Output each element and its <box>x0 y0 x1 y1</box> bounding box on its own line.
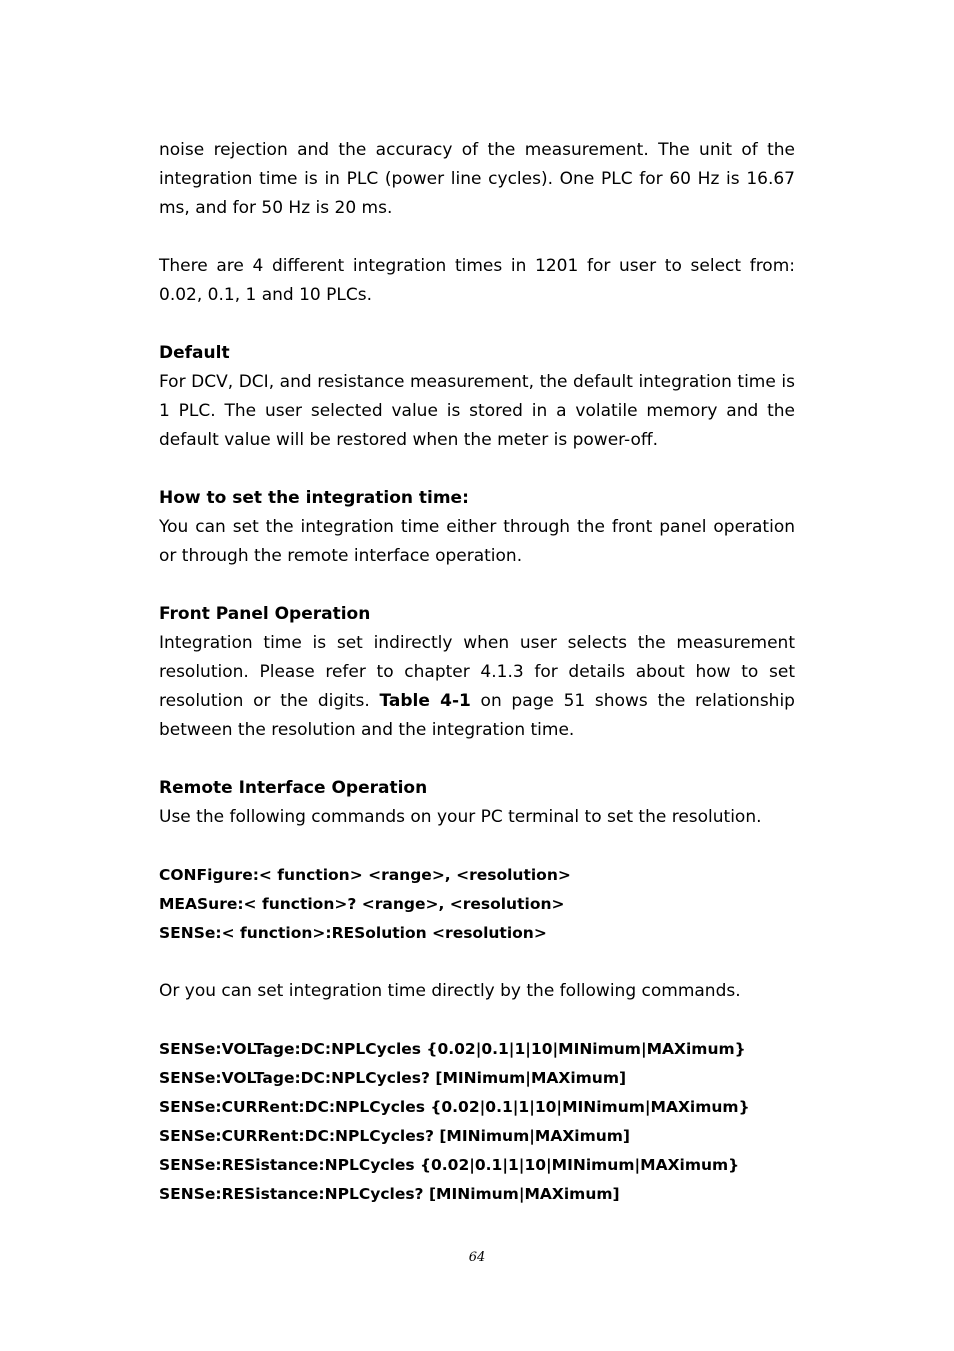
front-panel-text-1: Integration time is set indirectly when user selects the measurement resolution. Please refer to chapter 4.1.3 for details about how to set resolution or the digits. <box>159 633 795 711</box>
default-paragraph: For DCV, DCI, and resistance measurement, the default integration time is 1 PLC. The user selected value is stored in a volatile memory and the default value will be restored when the meter is power-off. <box>159 372 795 450</box>
command-line: SENSe:RESistance:NPLCycles {0.02|0.1|1|10|MINimum|MAXimum} <box>159 1156 740 1174</box>
page-number: 64 <box>468 1250 486 1265</box>
remote-heading: Remote Interface Operation <box>159 778 428 798</box>
remote-paragraph: Use the following commands on your PC terminal to set the resolution. <box>159 807 762 827</box>
command-line: SENSe:RESistance:NPLCycles? [MINimum|MAXimum] <box>159 1185 620 1203</box>
table-reference: Table 4-1 <box>379 691 471 711</box>
command-line: SENSe:CURRent:DC:NPLCycles? [MINimum|MAXimum] <box>159 1127 631 1145</box>
command-line: SENSe:VOLTage:DC:NPLCycles {0.02|0.1|1|10|MINimum|MAXimum} <box>159 1040 746 1058</box>
how-to-heading: How to set the integration time: <box>159 488 469 508</box>
command-line: SENSe:CURRent:DC:NPLCycles {0.02|0.1|1|10|MINimum|MAXimum} <box>159 1098 750 1116</box>
front-panel-paragraph <box>159 629 795 745</box>
document-page <box>159 136 795 1209</box>
integration-times-paragraph: There are 4 different integration times in 1201 for user to select from: 0.02, 0.1, 1 and 10 PLCs. <box>159 256 795 305</box>
front-panel-text-2: on page 51 shows the relationship between the resolution and the integration time. <box>159 691 795 740</box>
direct-commands-paragraph: Or you can set integration time directly by the following commands. <box>159 981 741 1001</box>
command-line: SENSe:< function>:RESolution <resolution> <box>159 924 547 942</box>
command-line: MEASure:< function>? <range>, <resolution> <box>159 895 565 913</box>
intro-paragraph: noise rejection and the accuracy of the measurement. The unit of the integration time is in PLC (power line cycles). One PLC for 60 Hz is 16.67 ms, and for 50 Hz is 20 ms. <box>159 140 795 218</box>
how-to-paragraph: You can set the integration time either through the front panel operation or through the remote interface operation. <box>159 517 795 566</box>
command-line: CONFigure:< function> <range>, <resolution> <box>159 866 571 884</box>
default-heading: Default <box>159 343 230 363</box>
front-panel-heading: Front Panel Operation <box>159 604 371 624</box>
command-line: SENSe:VOLTage:DC:NPLCycles? [MINimum|MAXimum] <box>159 1069 627 1087</box>
